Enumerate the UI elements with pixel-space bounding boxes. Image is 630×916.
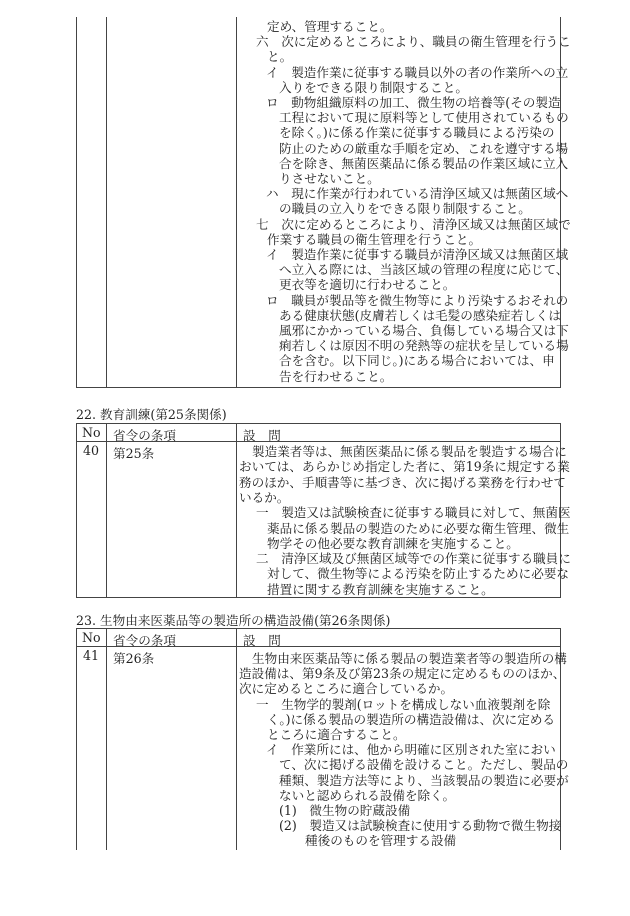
text-line: ある健康状態(皮膚若しくは毛髪の感染症若しくは — [279, 307, 561, 323]
text-line: ところに適合すること。 — [267, 727, 406, 742]
text-line: く。)に係る製品の製造所の構造設備は、次に定める — [267, 711, 556, 727]
text-line: 一 製造又は試験検査に従事する職員に対して、無菌医 — [256, 505, 571, 521]
divider — [236, 423, 237, 597]
text-line: 造設備は、第9条及び第23条の規定に定めるもののほか、 — [239, 666, 566, 682]
text-line: 物学その他必要な教育訓練を実施すること。 — [267, 535, 519, 551]
row-clause: 第26条 — [113, 651, 155, 666]
text-line: ないと認められる設備を除く。 — [279, 787, 456, 803]
table-header — [77, 628, 560, 647]
text-line: ロ 職員が製品等を微生物等により汚染するおそれの — [266, 292, 569, 308]
text-line: 一 生物学的製剤(ロットを構成しない血液製剤を除 — [256, 696, 551, 712]
section-title: 22. 教育訓練(第25条関係) — [76, 407, 227, 422]
divider — [236, 17, 237, 387]
header-clause: 省令の条項 — [113, 428, 176, 443]
row-no: 40 — [83, 443, 100, 458]
text-line: 製造業者等は、無菌医薬品に係る製品を製造する場合に — [252, 444, 567, 459]
text-line: (2) 製造又は試験検査に使用する動物で微生物接 — [279, 818, 562, 834]
text-line: 務のほか、手順書等に基づき、次に掲げる業務を行わせて — [239, 474, 566, 490]
text-line: 七 次に定めるところにより、清浄区域又は無菌区域で — [256, 216, 571, 232]
row-no: 41 — [83, 648, 100, 663]
text-line: 種類、製造方法等により、当該製品の製造に必要が — [279, 772, 569, 788]
header-clause: 省令の条項 — [113, 633, 176, 648]
text-line: 薬品に係る製品の製造のために必要な衛生管理、微生 — [267, 520, 570, 536]
header-no: No — [82, 630, 101, 645]
text-line: 生物由来医薬品等に係る製品の製造業者等の製造所の構 — [252, 651, 567, 666]
text-line: へ立入る際には、当該区域の管理の程度に応じて、 — [279, 262, 569, 278]
text-line: おいては、あらかじめ指定した者に、第19条に規定する業 — [239, 459, 570, 475]
text-line: て、次に掲げる設備を設けること。ただし、製品の — [279, 757, 569, 773]
text-line: ロ 動物組織原料の加工、微生物の培養等(その製造 — [266, 95, 561, 110]
text-line: 工程において現に原料等として使用されているもの — [279, 110, 569, 126]
text-line: 措置に関する教育訓練を実施すること。 — [267, 581, 494, 597]
row-clause: 第25条 — [113, 446, 155, 461]
text-line: 定め、管理すること。 — [267, 19, 393, 34]
text-line: の職員の立入りをできる限り制限すること。 — [279, 201, 531, 217]
text-line: 告を行わせること。 — [279, 368, 393, 384]
divider — [106, 17, 107, 387]
text-line: 更衣等を適切に行わせること。 — [279, 277, 456, 293]
section-title: 23. 生物由来医薬品等の製造所の構造設備(第26条関係) — [76, 613, 391, 628]
text-line: 風邪にかかっている場合、負傷している場合又は下 — [279, 323, 569, 338]
header-no: No — [82, 425, 101, 440]
table-header — [77, 423, 560, 442]
header-question: 設 問 — [243, 633, 281, 648]
text-line: 次に定めるところに適合しているか。 — [239, 681, 454, 697]
text-line: 対して、微生物等による汚染を防止するために必要な — [267, 566, 569, 582]
text-line: 合を含む。以下同じ。)にある場合においては、申 — [279, 353, 555, 369]
text-line: 入りをできる限り制限すること。 — [279, 79, 468, 95]
text-line: イ 製造作業に従事する職員以外の者の作業所への立 — [266, 64, 569, 80]
text-line: 防止のための厳重な手順を定め、これを遵守する場 — [279, 140, 569, 156]
text-line: ハ 現に作業が行われている清浄区域又は無菌区域へ — [266, 186, 569, 202]
divider — [106, 423, 107, 597]
text-line: 二 清浄区域及び無菌区域等での作業に従事する職員に — [256, 551, 571, 567]
text-line: と。 — [267, 49, 293, 65]
text-line: (1) 微生物の貯蔵設備 — [279, 803, 411, 818]
divider — [236, 628, 237, 850]
text-line: 種後のものを管理する設備 — [305, 833, 457, 849]
text-line: りさせないこと。 — [279, 171, 380, 186]
text-line: いるか。 — [239, 489, 290, 505]
divider — [106, 628, 107, 850]
text-line: 痢若しくは原因不明の発熱等の症状を呈している場 — [279, 338, 569, 354]
text-line: を除く。)に係る作業に従事する職員による汚染の — [279, 125, 555, 141]
text-line: 六 次に定めるところにより、職員の衛生管理を行うこ — [256, 34, 571, 50]
text-line: イ 作業所には、他から明確に区別された室におい — [266, 742, 556, 758]
text-line: イ 製造作業に従事する職員が清浄区域又は無菌区域 — [266, 247, 569, 262]
text-line: 合を除き、無菌医薬品に係る製品の作業区域に立入 — [279, 155, 569, 171]
text-line: 作業する職員の衛生管理を行うこと。 — [267, 231, 482, 247]
header-question: 設 問 — [243, 428, 281, 443]
